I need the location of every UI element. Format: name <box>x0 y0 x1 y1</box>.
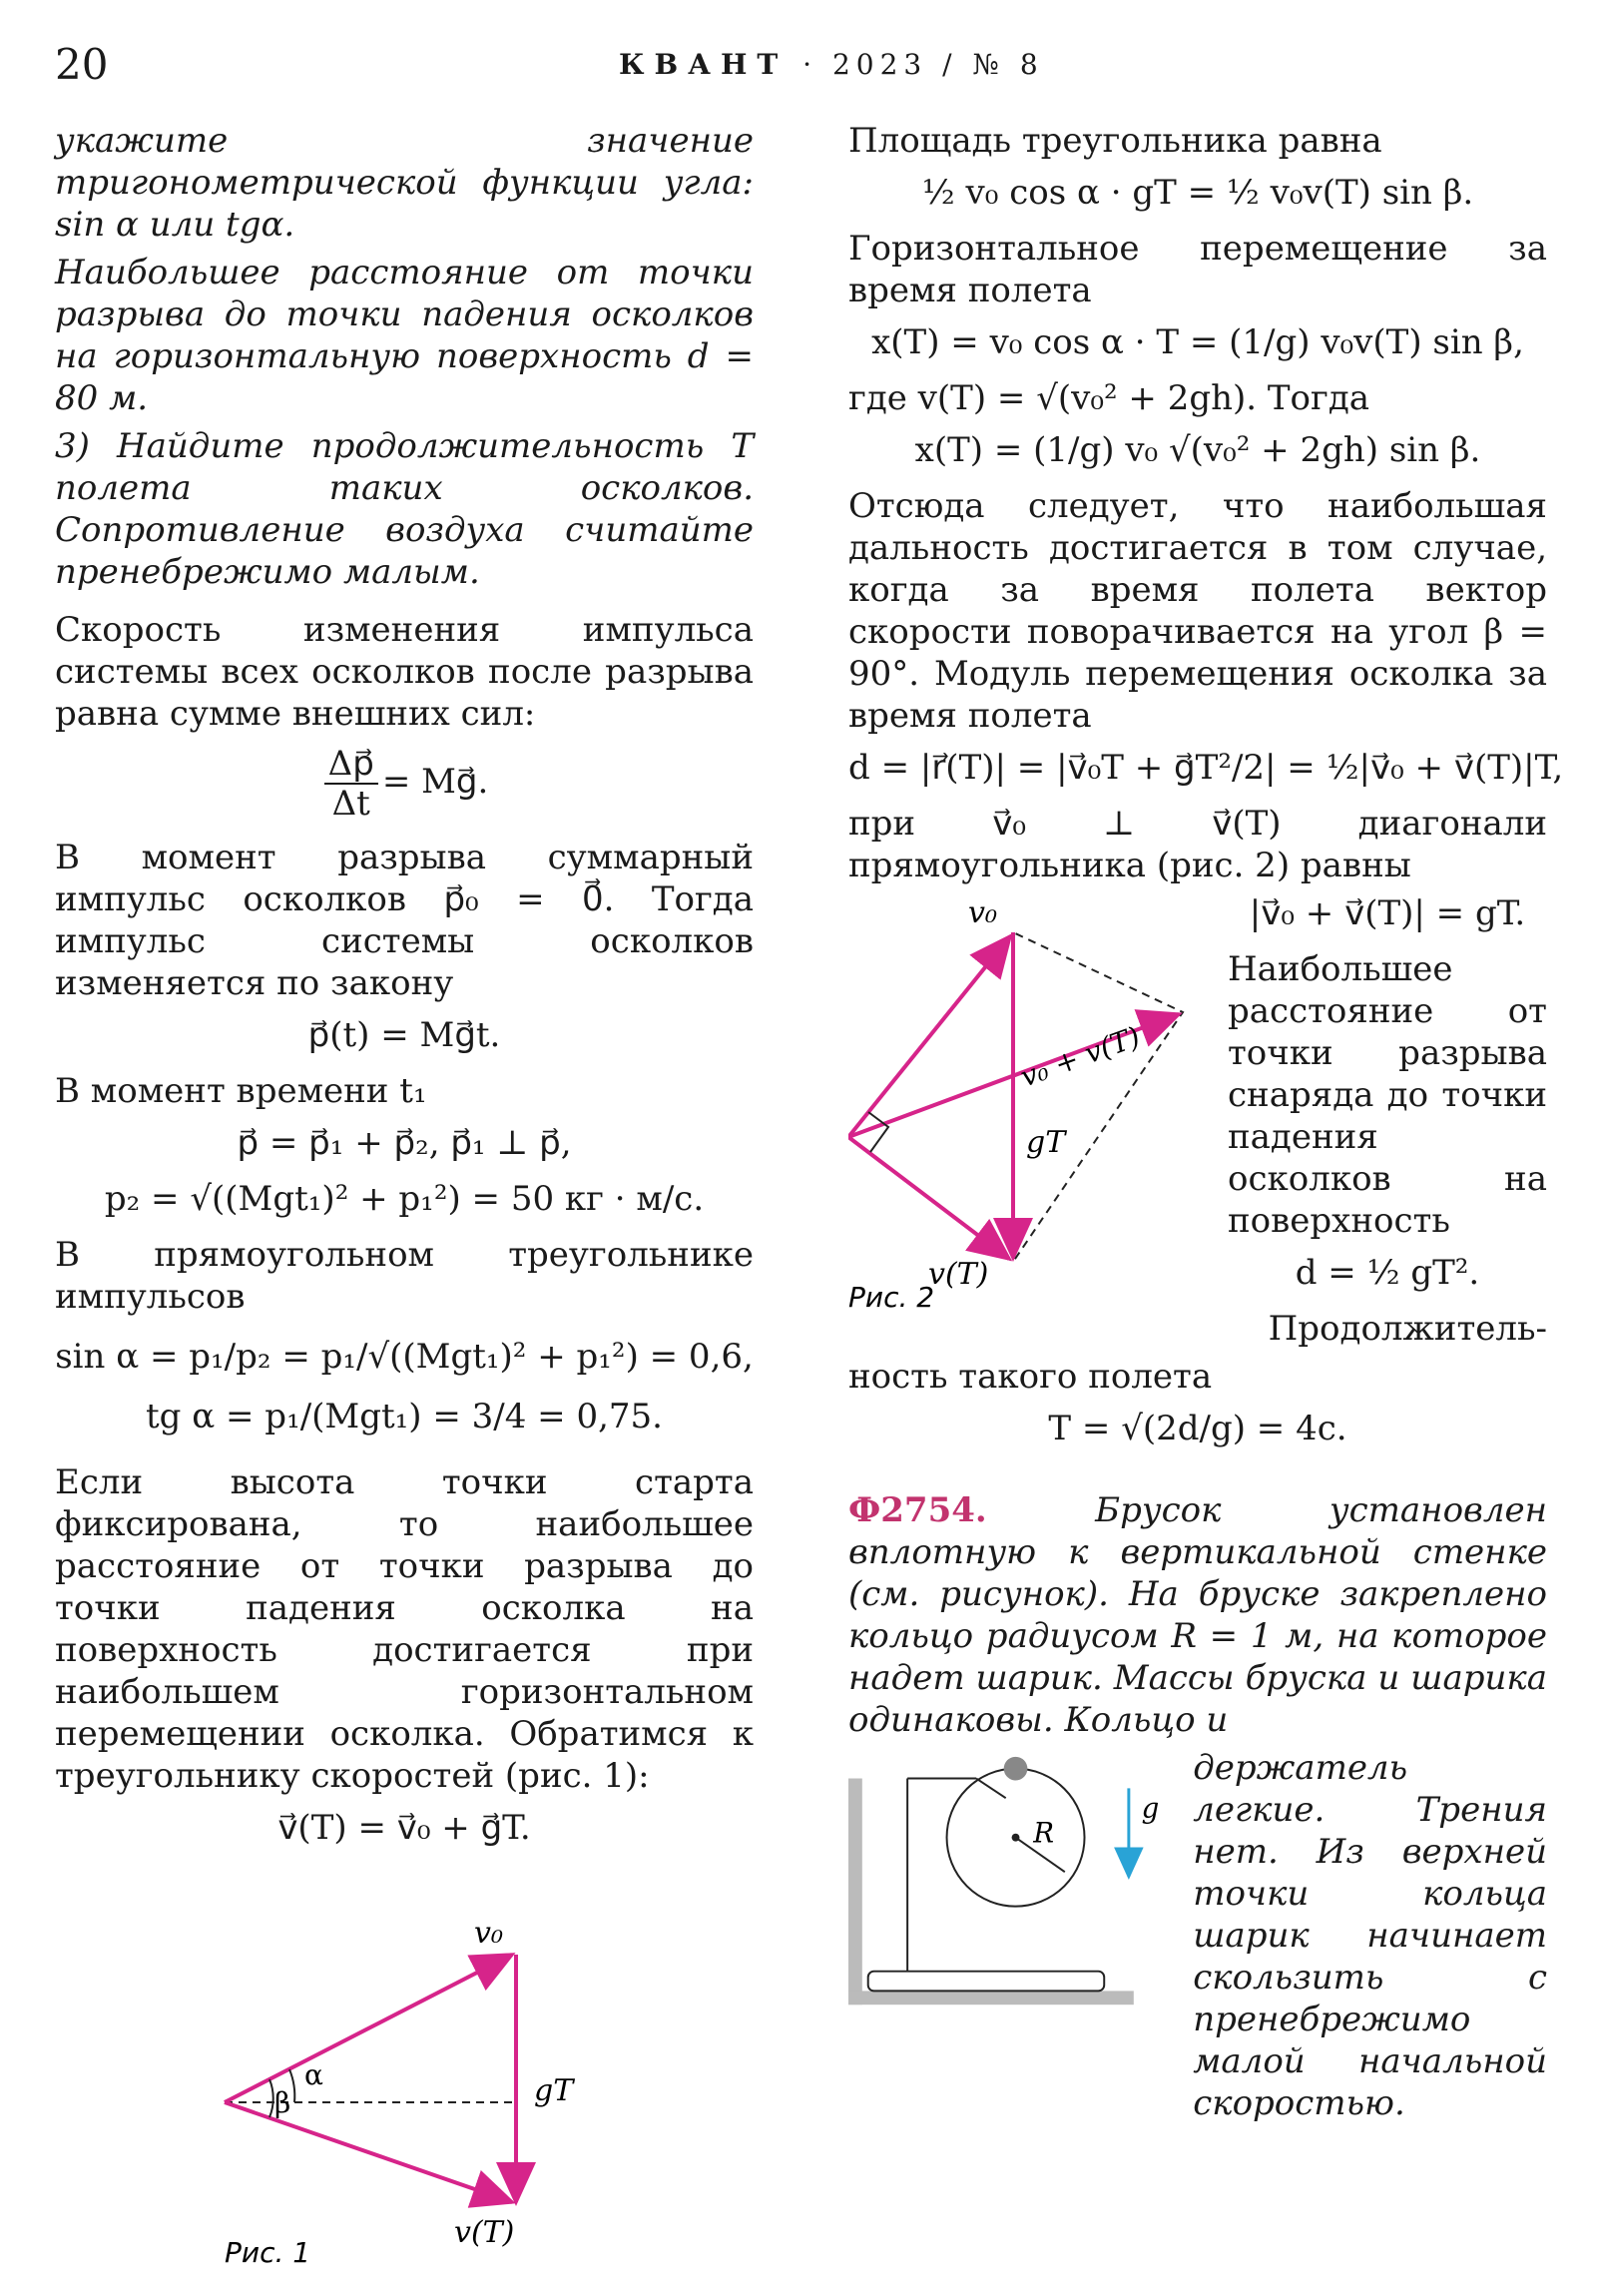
r-eq-1: ½ v₀ cos α · gT = ½ v₀v(T) sin β. <box>921 173 1474 213</box>
problem-id: Ф2754. <box>848 1490 987 1530</box>
intro-3: 3) Найдите продолжительность T полета таких осколков. Сопротивление воздуха считайте пренебрежимо малым. <box>55 426 754 592</box>
fig1-caption: Рис. 1 <box>225 2236 311 2269</box>
left-column <box>55 120 754 2282</box>
para-2: В момент разрыва суммарный импульс осколков p⃗₀ = 0⃗. Тогда импульс системы осколков изменяется по закону <box>55 838 754 1003</box>
figure-3 <box>848 1747 1173 2016</box>
eq-2: p⃗(t) = Mg⃗t. <box>307 1015 501 1055</box>
r-para-5: при v⃗₀ ⊥ v⃗(T) диагонали прямоугольника (рис. 2) равны <box>848 804 1547 885</box>
journal-header: КВАНТ · 2023 / № 8 <box>619 48 1044 81</box>
page-number: 20 <box>55 40 109 89</box>
r-eq-5: |v⃗₀ + v⃗(T)| = gT. <box>1249 893 1526 933</box>
para-1: Скорость изменения импульса системы всех осколков после разрыва равна сумме внешних сил: <box>55 610 754 734</box>
fig1-v0-arrow <box>225 1955 512 2102</box>
intro-1: укажите значение тригонометрической функции угла: sin α или tgα. <box>55 121 754 245</box>
figure-2 <box>848 892 1208 1312</box>
ball <box>1004 1757 1028 1781</box>
issue: 2023 / № 8 <box>831 48 1044 81</box>
r-para-3: где v(T) = √(v₀² + 2gh). Тогда <box>848 378 1370 418</box>
problem-text-2: держатель легкие. Трения нет. Из верхней точки кольца шарик начинает скользить с пренебрежимо малой начальной скоростью. <box>1193 1748 1547 2123</box>
r-eq-4: d = |r⃗(T)| = |v⃗₀T + g⃗T²/2| = ½|v⃗₀ + v⃗(T)|T, <box>848 748 1564 788</box>
fig2-block <box>848 892 1547 1356</box>
fig2-gT-label: gT <box>1026 1125 1066 1160</box>
fig3-g-label: g <box>1141 1791 1160 1825</box>
fig1-gT-label: gT <box>534 2073 574 2108</box>
eq-3: p⃗ = p⃗₁ + p⃗₂, p⃗₁ ⊥ p⃗, <box>237 1123 572 1163</box>
eq-7: v⃗(T) = v⃗₀ + g⃗T. <box>277 1808 531 1848</box>
fig2-sum-label: v₀ + v(T) <box>1016 1019 1145 1094</box>
problem-text-1: Брусок установлен вплотную к вертикальной стенке (см. рисунок). На бруске закреплено кольцо радиусом R = 1 м, на которое надет шарик. Массы бруска и шарика одинаковы. Кольцо и <box>848 1490 1547 1740</box>
right-column <box>848 120 1564 2130</box>
figure-1 <box>55 1863 754 2282</box>
fig1-vT-label: v(T) <box>454 2215 515 2250</box>
para-5: Если высота точки старта фиксирована, то наибольшее расстояние от точки разрыва до точки падения осколка на поверхность достигается при наибольшем горизонтальном перемещении осколка. Обратимся к треугольнику скоростей (рис. 1): <box>55 1462 754 1796</box>
r-para-1: Площадь треугольника равна <box>848 121 1382 161</box>
eq-4: p₂ = √((Mgt₁)² + p₁²) = 50 кг · м/с. <box>104 1179 705 1219</box>
r-eq-2: x(T) = v₀ cos α · T = (1/g) v₀v(T) sin β, <box>871 322 1524 362</box>
eq-5: sin α = p₁/p₂ = p₁/√((Mgt₁)² + p₁²) = 0,6, <box>55 1337 754 1377</box>
r-para-4: Отсюда следует, что наибольшая дальность достигается в том случае, когда за время полета вектор скорости поворачивается на угол β = 90°. Модуль перемещения осколка за время полета <box>848 486 1547 736</box>
problem <box>848 1489 1547 1741</box>
fig1-vT-arrow <box>225 2102 512 2202</box>
intro-2: Наибольшее расстояние от точки разрыва до точки падения осколков на горизонтальную поверхность d = 80 м. <box>55 253 754 418</box>
fig1-alpha-label: α <box>304 2058 323 2091</box>
r-para-6: Наибольшее расстояние от точки разрыва снаряда до точки падения осколков на поверхность <box>1228 949 1547 1241</box>
fig2-vT-arrow <box>848 1137 1009 1259</box>
para-4: В прямоугольном треугольнике импульсов <box>55 1235 754 1317</box>
r-eq-3: x(T) = (1/g) v₀ √(v₀² + 2gh) sin β. <box>914 430 1481 470</box>
para-3: В момент времени t₁ <box>55 1071 427 1111</box>
r-eq-6: d = ½ gT². <box>1295 1253 1480 1293</box>
fig3-block <box>848 1747 1547 2130</box>
r-para-7b: ность такого полета <box>848 1357 1213 1397</box>
r-para-7a: Продолжитель- <box>1268 1309 1547 1349</box>
fig2-v0-label: v₀ <box>968 895 997 930</box>
r-eq-7: T = √(2d/g) = 4с. <box>1048 1409 1347 1448</box>
fig2-side-text <box>1228 892 1547 1356</box>
journal-name: КВАНТ <box>619 48 789 81</box>
r-para-2: Горизонтальное перемещение за время полета <box>848 229 1547 310</box>
fig2-vT-label: v(T) <box>928 1257 989 1292</box>
fig3-R-label: R <box>1033 1816 1055 1850</box>
fig1-v0-label: v₀ <box>474 1916 503 1951</box>
fig1-beta-label: β <box>274 2086 291 2119</box>
fig2-caption: Рис. 2 <box>848 1281 935 1312</box>
eq-1: $\frac{\Delta p⃗}{\Delta t}$ = Mg⃗. <box>55 745 754 823</box>
eq-6: tg α = p₁/(Mgt₁) = 3/4 = 0,75. <box>146 1397 663 1436</box>
